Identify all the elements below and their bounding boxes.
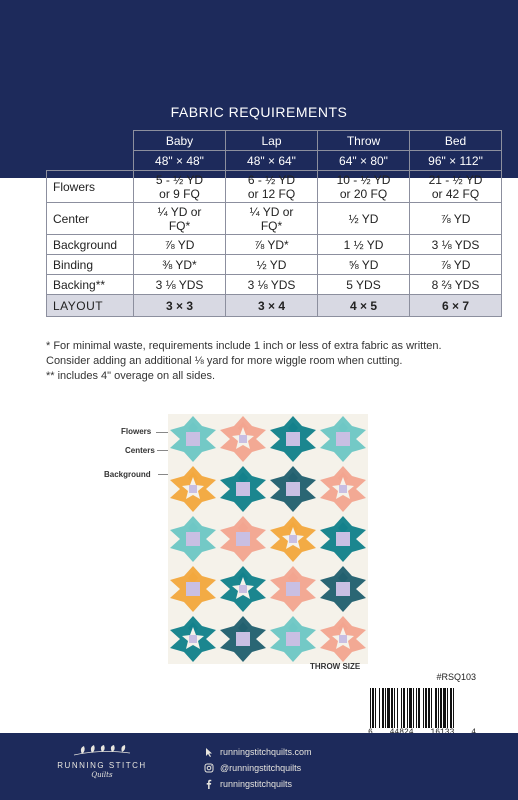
- contact-list: [202, 745, 312, 793]
- table-cell: 3 × 4: [226, 295, 318, 317]
- table-cell: ⅞ YD: [410, 255, 502, 275]
- quilt-block: [318, 414, 368, 464]
- table-cell: ⅜ YD*: [134, 255, 226, 275]
- table-cell: ¼ YD or FQ*: [134, 203, 226, 235]
- diagram-caption: THROW SIZE: [310, 662, 361, 671]
- quilt-block: [268, 464, 318, 514]
- col-size: 64" × 80": [318, 151, 410, 171]
- barcode-bar: [431, 688, 432, 728]
- table-cell: 6 × 7: [410, 295, 502, 317]
- table-row: [47, 255, 502, 275]
- col-name: Lap: [226, 131, 318, 151]
- instagram-link[interactable]: @runningstitchquilts: [220, 763, 302, 773]
- barcode-image: [368, 688, 476, 728]
- quilt-block: [218, 464, 268, 514]
- table-cell: 4 × 5: [318, 295, 410, 317]
- col-size: 96" × 112": [410, 151, 502, 171]
- barcode-bar: [423, 688, 424, 728]
- table-cell: ⅞ YD: [134, 235, 226, 255]
- table-cell: ⅞ YD: [410, 203, 502, 235]
- barcode-bar: [407, 688, 408, 728]
- quilt-block: [168, 464, 218, 514]
- quilt-block: [218, 614, 268, 664]
- brand-name: RUNNING STITCH: [57, 761, 147, 770]
- table-cell: ½ YD: [318, 203, 410, 235]
- barcode-bar: [440, 688, 442, 728]
- table-row: [47, 203, 502, 235]
- col-size: 48" × 48": [134, 151, 226, 171]
- barcode-area: [368, 672, 476, 734]
- barcode-bar: [397, 688, 398, 728]
- website-link[interactable]: runningstitchquilts.com: [220, 747, 312, 757]
- table-cell: 5 - ½ YD or 9 FQ: [134, 171, 226, 203]
- barcode-bar: [409, 688, 412, 728]
- contact-facebook[interactable]: [202, 777, 312, 791]
- table-cell: 3 ⅛ YDS: [410, 235, 502, 255]
- instagram-icon: [202, 763, 216, 773]
- table-cell: 3 ⅛ YDS: [134, 275, 226, 295]
- table-cell: ⅝ YD: [318, 255, 410, 275]
- barcode-bar: [428, 688, 430, 728]
- footer-band: [0, 733, 518, 800]
- row-label: Center: [47, 203, 134, 235]
- brand-logo: [52, 745, 152, 779]
- row-label: Backing**: [47, 275, 134, 295]
- barcode-bar: [447, 688, 448, 728]
- footnotes: [46, 339, 476, 384]
- quilt-block: [168, 564, 218, 614]
- barcode-bar: [403, 688, 405, 728]
- table-cell: 3 × 3: [134, 295, 226, 317]
- table-cell: 5 YDS: [318, 275, 410, 295]
- barcode-bar: [382, 688, 384, 728]
- quilt-diagram: [168, 414, 368, 664]
- barcode-bar: [450, 688, 452, 728]
- col-name: Throw: [318, 131, 410, 151]
- table-cell: 21 - ½ YD or 42 FQ: [410, 171, 502, 203]
- row-label: Background: [47, 235, 134, 255]
- facebook-icon: [202, 779, 216, 789]
- table-cell: ¼ YD or FQ*: [226, 203, 318, 235]
- barcode-bar: [385, 688, 386, 728]
- brand-subname: Quilts: [91, 771, 113, 779]
- header-blank: [47, 151, 134, 171]
- quilt-block: [268, 514, 318, 564]
- quilt-block: [268, 614, 318, 664]
- col-size: 48" × 64": [226, 151, 318, 171]
- quilt-block: [168, 514, 218, 564]
- barcode-bar: [453, 688, 454, 728]
- barcode-bar: [435, 688, 437, 728]
- diagram-label-background: Background: [104, 470, 151, 479]
- leaf-sprig-icon: [72, 745, 132, 759]
- barcode-bar: [425, 688, 427, 728]
- header-blank: [47, 131, 134, 151]
- fabric-requirements-table: [46, 130, 502, 317]
- product-sku: #RSQ103: [436, 672, 476, 682]
- table-cell: 10 - ½ YD or 20 FQ: [318, 171, 410, 203]
- barcode-bar: [438, 688, 439, 728]
- barcode-bar: [443, 688, 446, 728]
- quilt-block: [168, 414, 218, 464]
- quilt-block: [268, 564, 318, 614]
- footnote-2: ** includes 4" overage on all sides.: [46, 370, 216, 382]
- barcode-bar: [372, 688, 374, 728]
- row-label: Binding: [47, 255, 134, 275]
- quilt-block: [168, 614, 218, 664]
- barcode-bar: [379, 688, 380, 728]
- quilt-block: [218, 514, 268, 564]
- quilt-block: [318, 464, 368, 514]
- table-header-sizes: [47, 151, 502, 171]
- facebook-link[interactable]: runningstitchquilts: [220, 779, 293, 789]
- cursor-icon: [202, 747, 216, 757]
- row-label: Flowers: [47, 171, 134, 203]
- quilt-block: [318, 614, 368, 664]
- contact-instagram[interactable]: [202, 761, 312, 775]
- table-cell: 8 ⅔ YDS: [410, 275, 502, 295]
- page-title: FABRIC REQUIREMENTS: [170, 104, 348, 120]
- quilt-grid: [168, 414, 368, 664]
- barcode-bar: [401, 688, 402, 728]
- quilt-block: [218, 414, 268, 464]
- barcode-bar: [391, 688, 393, 728]
- table-cell: 6 - ½ YD or 12 FQ: [226, 171, 318, 203]
- table-cell: ½ YD: [226, 255, 318, 275]
- diagram-label-centers: Centers: [125, 446, 155, 455]
- table-cell: ⅞ YD*: [226, 235, 318, 255]
- barcode-bar: [375, 688, 376, 728]
- table-cell: 3 ⅛ YDS: [226, 275, 318, 295]
- table-row: [47, 171, 502, 203]
- layout-row: [47, 295, 502, 317]
- barcode-bar: [416, 688, 417, 728]
- barcode-bar: [413, 688, 414, 728]
- barcode-bar: [394, 688, 395, 728]
- quilt-block: [218, 564, 268, 614]
- quilt-block: [318, 564, 368, 614]
- footnote-1: * For minimal waste, requirements include 1 inch or less of extra fabric as written. Consider adding an additional ⅛ yard for more wiggle room when cutting.: [46, 340, 442, 367]
- col-name: Baby: [134, 131, 226, 151]
- barcode-bar: [370, 688, 371, 728]
- table-row: [47, 275, 502, 295]
- quilt-block: [318, 514, 368, 564]
- barcode-bar: [387, 688, 390, 728]
- col-name: Bed: [410, 131, 502, 151]
- table-row: [47, 235, 502, 255]
- table-header-names: [47, 131, 502, 151]
- barcode-bar: [418, 688, 420, 728]
- contact-website[interactable]: [202, 745, 312, 759]
- quilt-block: [268, 414, 318, 464]
- diagram-label-flowers: Flowers: [121, 427, 152, 436]
- row-label: LAYOUT: [47, 295, 134, 317]
- table-cell: 1 ½ YD: [318, 235, 410, 255]
